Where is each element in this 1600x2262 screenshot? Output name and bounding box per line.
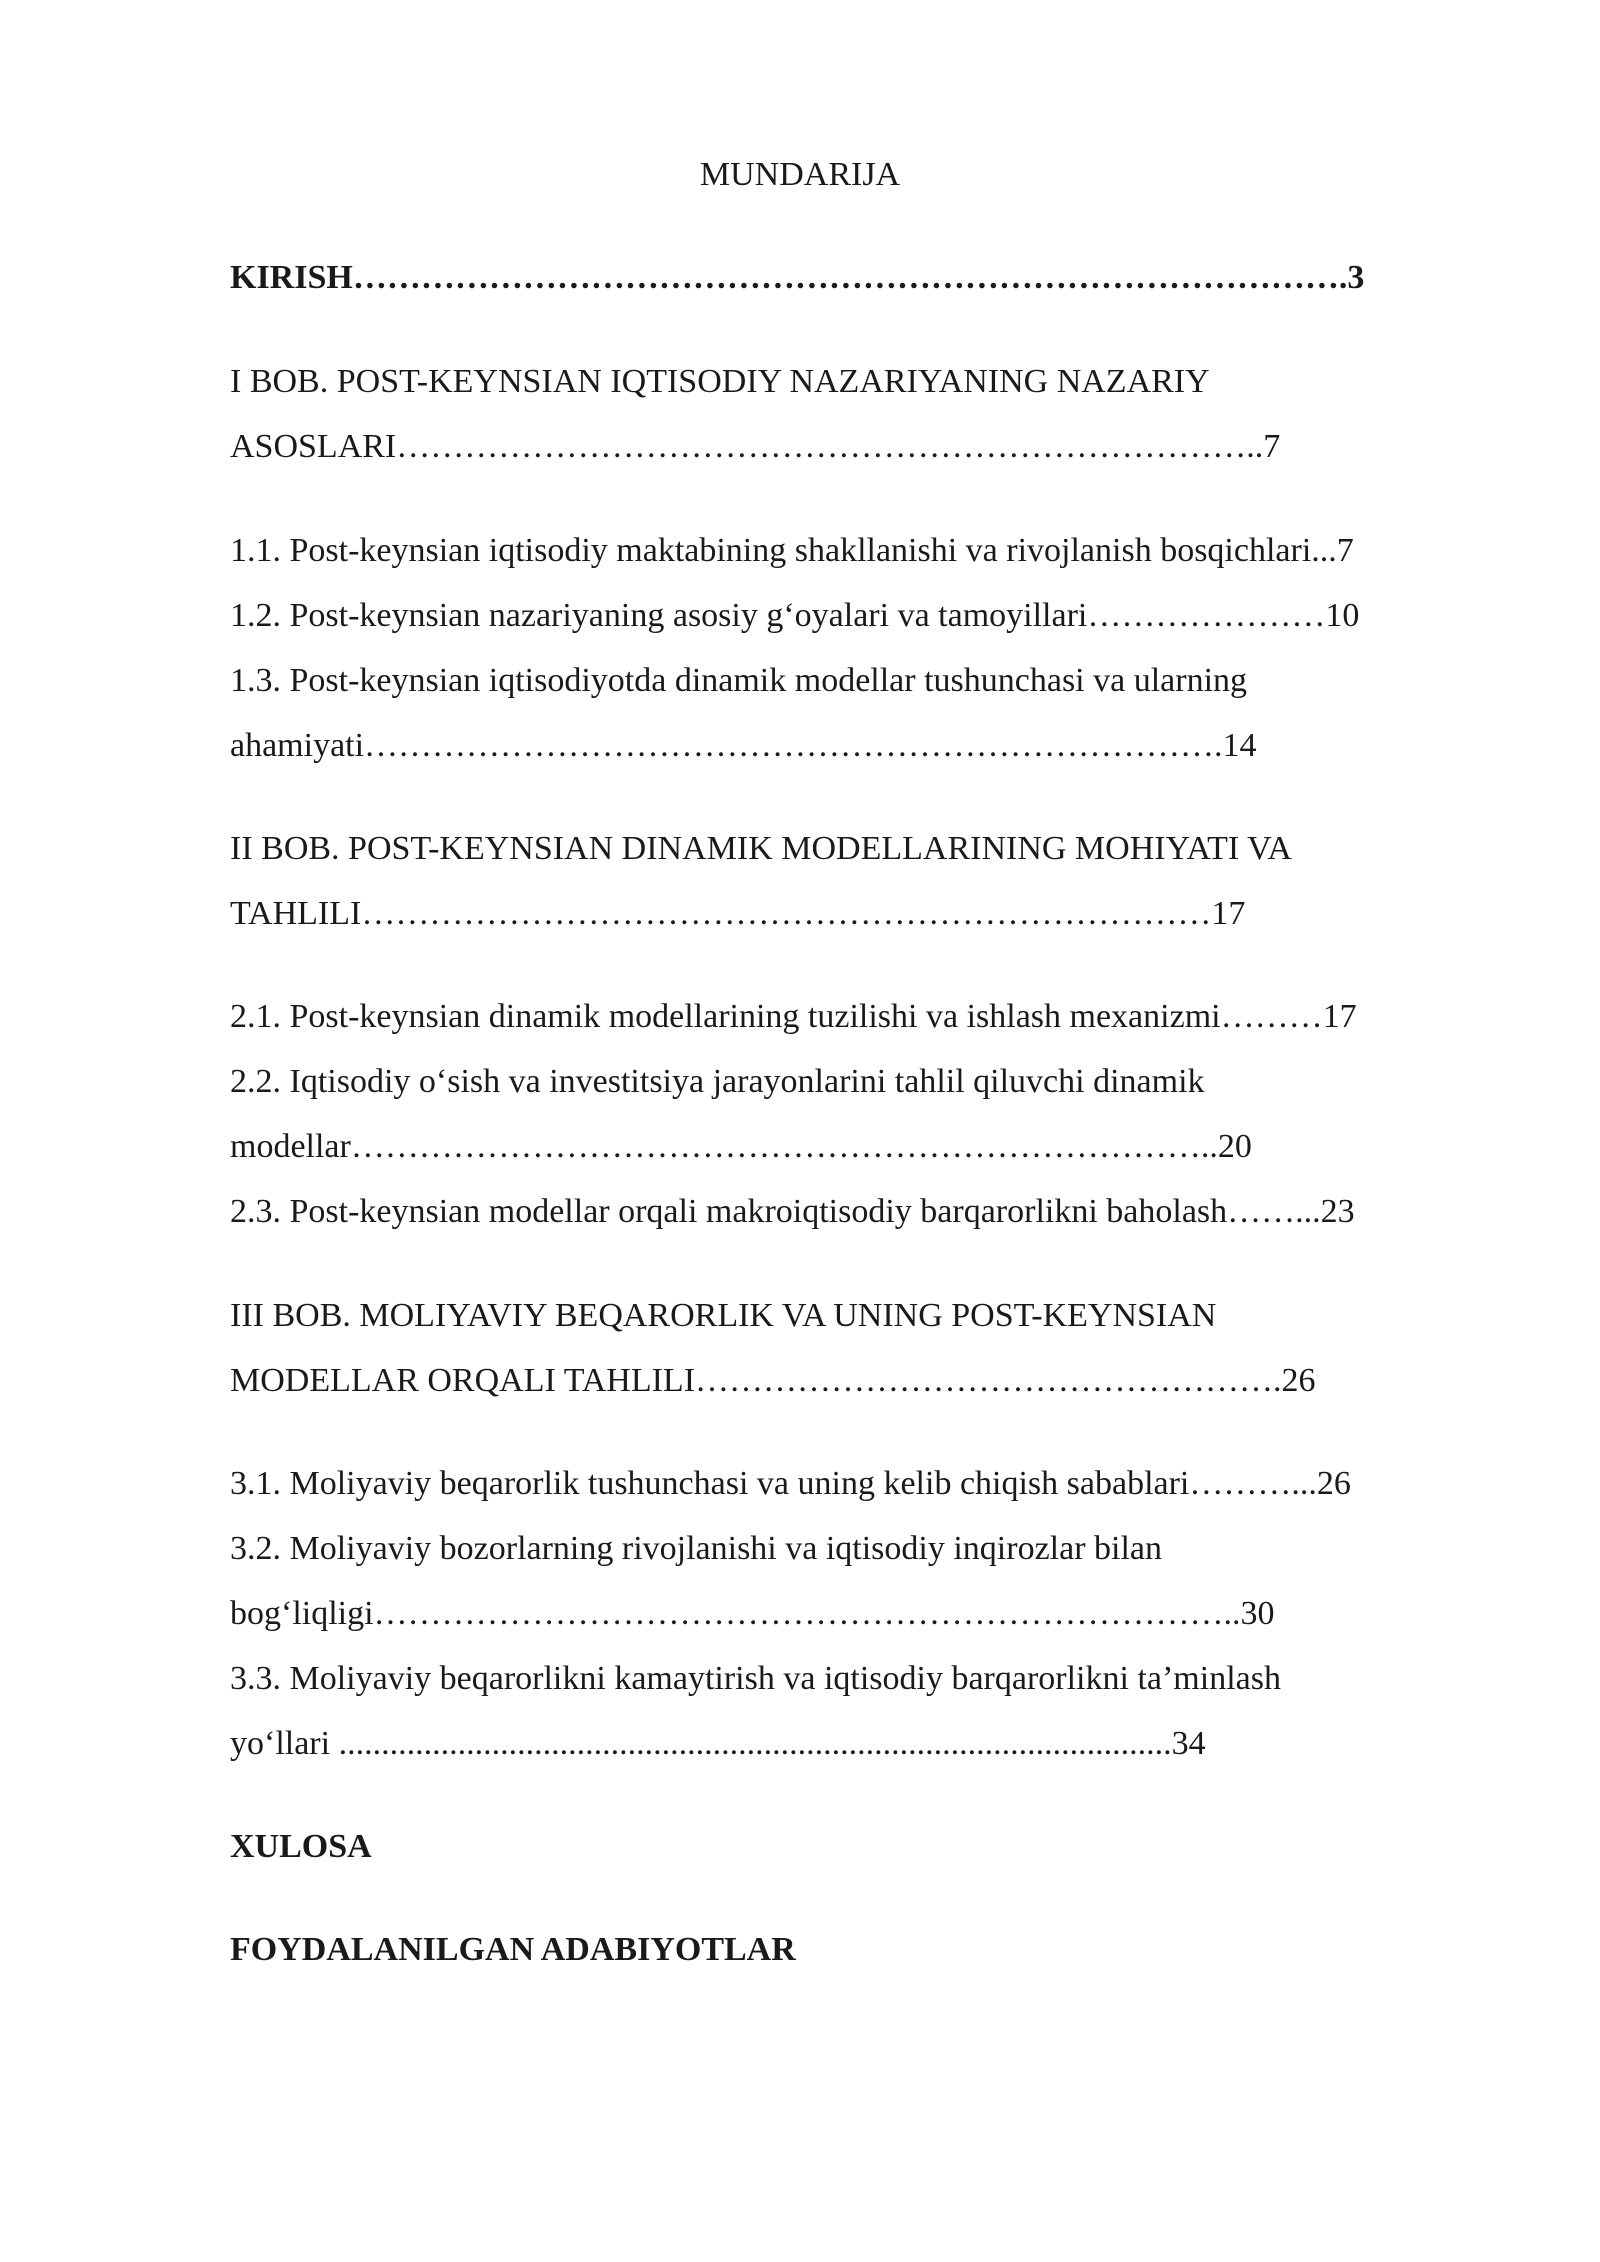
toc-section-3-1: 3.1. Moliyaviy beqarorlik tushunchasi va uning kelib chiqish sabablari………...26 bbox=[230, 1465, 1351, 1502]
toc-chapter-2-line-2: TAHLILI…………………………………………………………………17 bbox=[230, 895, 1246, 932]
toc-kirish: KIRISH…………………………………………………………………………….3 bbox=[230, 259, 1365, 296]
toc-chapter-3-line-2: MODELLAR ORQALI TAHLILI…………………………………………….26 bbox=[230, 1362, 1316, 1399]
toc-section-1-3-line-1: 1.3. Post-keynsian iqtisodiyotda dinamik modellar tushunchasi va ularning bbox=[230, 662, 1248, 699]
toc-section-2-2-line-2: modellar…………………………………………………………………..20 bbox=[230, 1128, 1252, 1165]
page-title: MUNDARIJA bbox=[699, 156, 901, 193]
toc-chapter-2-line-1: II BOB. POST-KEYNSIAN DINAMIK MODELLARINING MOHIYATI VA bbox=[230, 830, 1292, 867]
toc-section-1-2: 1.2. Post-keynsian nazariyaning asosiy g‘oyalari va tamoyillari…………………10 bbox=[230, 597, 1360, 634]
toc-section-3-3-line-2: yo‘llari ..................................................................................................34 bbox=[230, 1725, 1206, 1762]
toc-section-1-3-line-2: ahamiyati………………………………………………………………….14 bbox=[230, 727, 1257, 764]
toc-section-2-3: 2.3. Post-keynsian modellar orqali makroiqtisodiy barqarorlikni baholash……...23 bbox=[230, 1193, 1355, 1230]
toc-section-3-3-line-1: 3.3. Moliyaviy beqarorlikni kamaytirish va iqtisodiy barqarorlikni ta’minlash bbox=[230, 1660, 1281, 1697]
toc-section-3-2-line-2: bog‘liqligi…………………………………………………………………..30 bbox=[230, 1595, 1275, 1632]
toc-adabiyotlar: FOYDALANILGAN ADABIYOTLAR bbox=[230, 1931, 796, 1968]
toc-section-2-2-line-1: 2.2. Iqtisodiy o‘sish va investitsiya jarayonlarini tahlil qiluvchi dinamik bbox=[230, 1063, 1205, 1100]
toc-xulosa: XULOSA bbox=[230, 1828, 372, 1865]
toc-section-1-1: 1.1. Post-keynsian iqtisodiy maktabining shakllanishi va rivojlanish bosqichlari...7 bbox=[230, 532, 1354, 569]
toc-section-3-2-line-1: 3.2. Moliyaviy bozorlarning rivojlanishi va iqtisodiy inqirozlar bilan bbox=[230, 1530, 1163, 1567]
toc-chapter-3-line-1: III BOB. MOLIYAVIY BEQARORLIK VA UNING POST-KEYNSIAN bbox=[230, 1297, 1217, 1334]
toc-section-2-1: 2.1. Post-keynsian dinamik modellarining tuzilishi va ishlash mexanizmi………17 bbox=[230, 998, 1357, 1035]
toc-chapter-1-line-1: I BOB. POST-KEYNSIAN IQTISODIY NAZARIYANING NAZARIY bbox=[230, 363, 1210, 400]
toc-chapter-1-line-2: ASOSLARI…………………………………………………………………..7 bbox=[230, 428, 1281, 465]
